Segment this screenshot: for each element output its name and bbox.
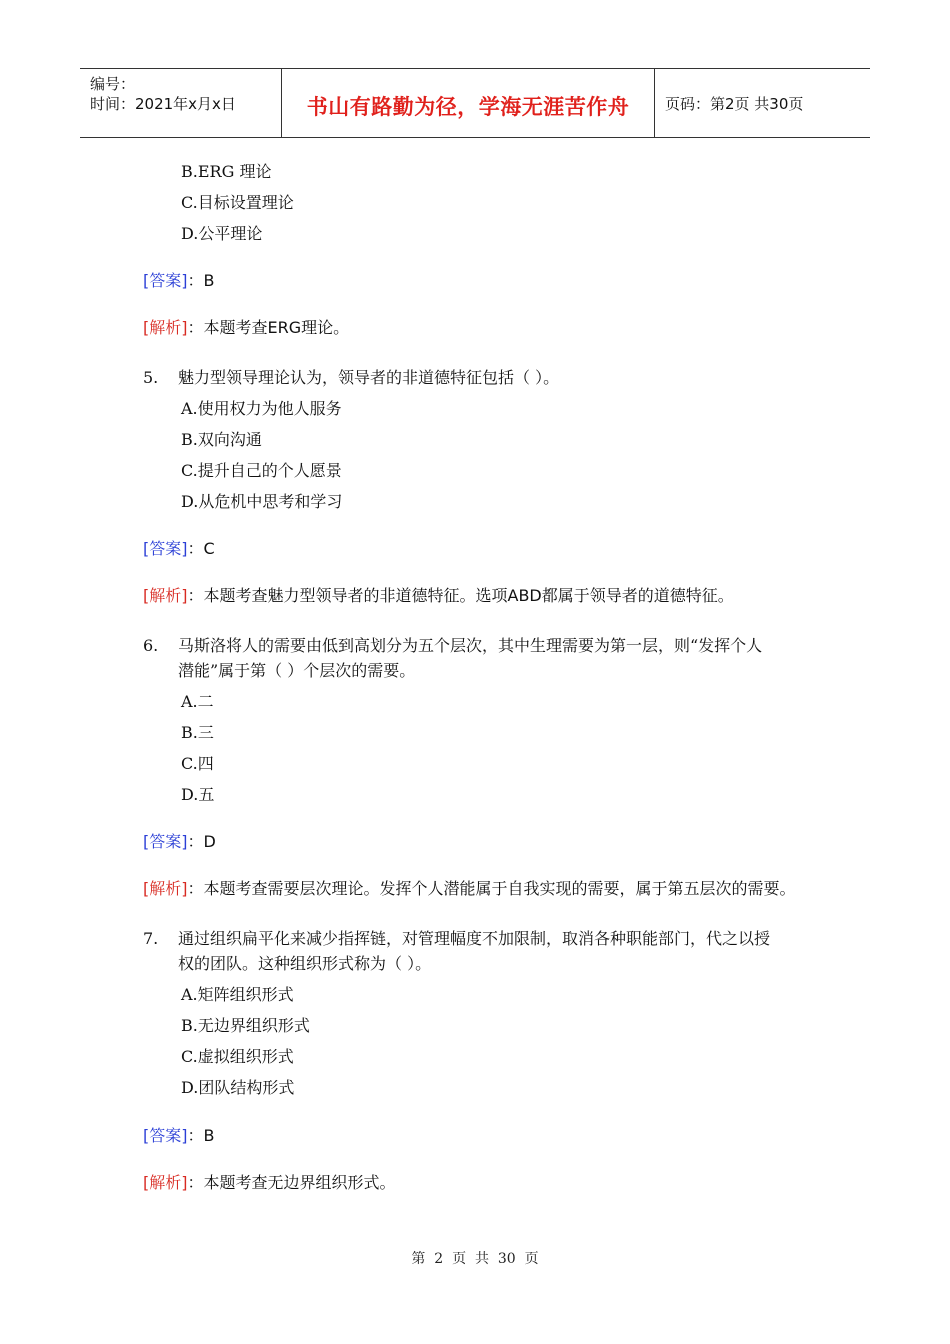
question-text-line2: 权的团队。这种组织形式称为（ ）。	[178, 954, 432, 973]
answer-label: [答案]	[143, 271, 188, 290]
answer-row	[143, 832, 216, 852]
analysis-label: [解析]	[143, 586, 188, 605]
option-a: A.二	[181, 692, 214, 711]
option-b: B.双向沟通	[181, 430, 262, 449]
document-number-label: 编号：	[90, 75, 136, 93]
analysis-row	[143, 1173, 396, 1193]
option-d: D.五	[181, 785, 215, 804]
option-c: C.四	[181, 754, 214, 773]
page-footer	[0, 1248, 950, 1268]
analysis-label: [解析]	[143, 879, 188, 898]
analysis-text: ：本题考查需要层次理论。发挥个人潜能属于自我实现的需要，属于第五层次的需要。	[187, 879, 796, 898]
answer-label: [答案]	[143, 539, 188, 558]
header-meta-cell	[80, 69, 282, 137]
option-a: A.矩阵组织形式	[181, 985, 294, 1004]
option-b: B.ERG 理论	[181, 162, 272, 181]
option-c: C.提升自己的个人愿景	[181, 461, 342, 480]
option-d: D.从危机中思考和学习	[181, 492, 343, 511]
answer-row	[143, 539, 215, 559]
header-page-cell	[655, 69, 870, 137]
header-motto: 书山有路勤为径，学海无涯苦作舟	[306, 95, 630, 119]
analysis-text: ：本题考查魅力型领导者的非道德特征。选项ABD都属于领导者的道德特征。	[187, 586, 734, 605]
option-d: D.团队结构形式	[181, 1078, 295, 1097]
analysis-row	[143, 318, 349, 338]
header-page-number: 页码：第2页 共30页	[665, 95, 804, 113]
footer-page-number: 第 2 页 共 30 页	[411, 1251, 539, 1267]
option-b: B.三	[181, 723, 214, 742]
option-c: C.目标设置理论	[181, 193, 294, 212]
answer-label: [答案]	[143, 832, 188, 851]
analysis-row	[143, 879, 796, 899]
option-c: C.虚拟组织形式	[181, 1047, 294, 1066]
analysis-label: [解析]	[143, 318, 188, 337]
answer-value: ：D	[187, 832, 216, 851]
header-motto-cell	[282, 69, 655, 137]
analysis-row	[143, 586, 734, 606]
question-text-line2: 潜能”属于第（ ）个层次的需要。	[178, 661, 416, 680]
answer-row	[143, 271, 214, 291]
question-text-line1: 通过组织扁平化来减少指挥链，对管理幅度不加限制，取消各种职能部门，代之以授	[178, 929, 771, 948]
answer-value: ：B	[187, 1126, 215, 1145]
analysis-text: ：本题考查无边界组织形式。	[187, 1173, 396, 1192]
question-text-line1: 马斯洛将人的需要由低到高划分为五个层次，其中生理需要为第一层，则“发挥个人	[178, 636, 763, 655]
document-date-label: 时间：2021年x月x日	[90, 95, 236, 113]
question-number: 6.	[143, 636, 159, 655]
document-header	[80, 68, 870, 138]
analysis-text: ：本题考查ERG理论。	[187, 318, 350, 337]
answer-value: ：B	[187, 271, 215, 290]
option-d: D.公平理论	[181, 224, 263, 243]
answer-row	[143, 1126, 214, 1146]
option-a: A.使用权力为他人服务	[181, 399, 342, 418]
question-number: 7.	[143, 929, 159, 948]
analysis-label: [解析]	[143, 1173, 188, 1192]
option-b: B.无边界组织形式	[181, 1016, 310, 1035]
question-number: 5.	[143, 368, 159, 387]
question-text: 魅力型领导理论认为，领导者的非道德特征包括（ ）。	[178, 368, 560, 387]
answer-value: ：C	[187, 539, 215, 558]
answer-label: [答案]	[143, 1126, 188, 1145]
